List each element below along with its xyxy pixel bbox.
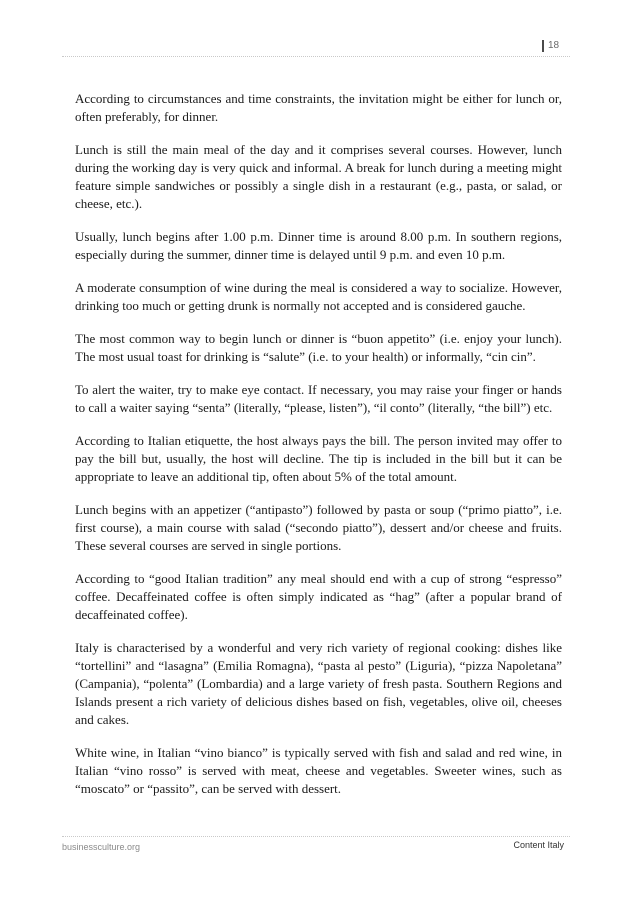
page-number-divider xyxy=(542,40,544,52)
footer-divider xyxy=(62,836,570,837)
footer-section: Content Italy xyxy=(513,840,564,850)
paragraph: According to “good Italian tradition” any meal should end with a cup of strong “espresso” coffee. Decaffeinated coffee is often simply indicated as “hag” (after a popular brand of decaffeinated coffee). xyxy=(75,571,562,622)
paragraph: Lunch begins with an appetizer (“antipasto”) followed by pasta or soup (“primo piatto”, i.e. first course), a main course with salad (“secondo piatto”), dessert and/or cheese and fruits. These several courses are served in single portions. xyxy=(75,502,562,553)
page-number xyxy=(542,40,559,52)
paragraph: The most common way to begin lunch or dinner is “buon appetito” (i.e. enjoy your lunch). The most usual toast for drinking is “salute” (i.e. to your health) or informally, “cin cin”. xyxy=(75,331,562,364)
paragraph: Usually, lunch begins after 1.00 p.m. Dinner time is around 8.00 p.m. In southern regions, especially during the summer, dinner time is delayed until 9 p.m. and even 10 p.m. xyxy=(75,229,562,262)
paragraph: To alert the waiter, try to make eye contact. If necessary, you may raise your finger or hands to call a waiter saying “senta” (literally, “please, listen”), “il conto” (literally, “the bill”) etc. xyxy=(75,382,562,415)
footer-site: businessculture.org xyxy=(62,842,141,852)
paragraph: Lunch is still the main meal of the day and it comprises several courses. However, lunch during the working day is very quick and informal. A break for lunch during a meeting might feature simple sandwiches or possibly a single dish in a restaurant (e.g., pasta, or salad, or cheese, etc.). xyxy=(75,142,562,211)
paragraph: A moderate consumption of wine during the meal is considered a way to socialize. However, drinking too much or getting drunk is normally not accepted and is considered gauche. xyxy=(75,280,562,313)
page-number-value: 18 xyxy=(548,40,560,51)
paragraph: Italy is characterised by a wonderful and very rich variety of regional cooking: dishes like “tortellini” and “lasagna” (Emilia Romagna), “pasta al pesto” (Liguria), “pizza Napoletana” (Campania), “polenta” (Lombardia) and a large variety of fresh pasta. Southern Regions and Islands present a rich variety of delicious dishes based on fish, vegetables, olive oil, cheeses and cakes. xyxy=(75,640,562,727)
paragraph: According to Italian etiquette, the host always pays the bill. The person invited may offer to pay the bill but, usually, the host will decline. The tip is included in the bill but it can be appropriate to leave an additional tip, often about 5% of the total amount. xyxy=(75,433,562,484)
body-text xyxy=(75,90,562,813)
paragraph: According to circumstances and time constraints, the invitation might be either for lunch or, often preferably, for dinner. xyxy=(75,91,562,124)
paragraph: White wine, in Italian “vino bianco” is typically served with fish and salad and red wine, in Italian “vino rosso” is served with meat, cheese and vegetables. Sweeter wines, such as “moscato” or “passito”, can be served with dessert. xyxy=(75,745,562,796)
header-divider xyxy=(62,56,570,57)
